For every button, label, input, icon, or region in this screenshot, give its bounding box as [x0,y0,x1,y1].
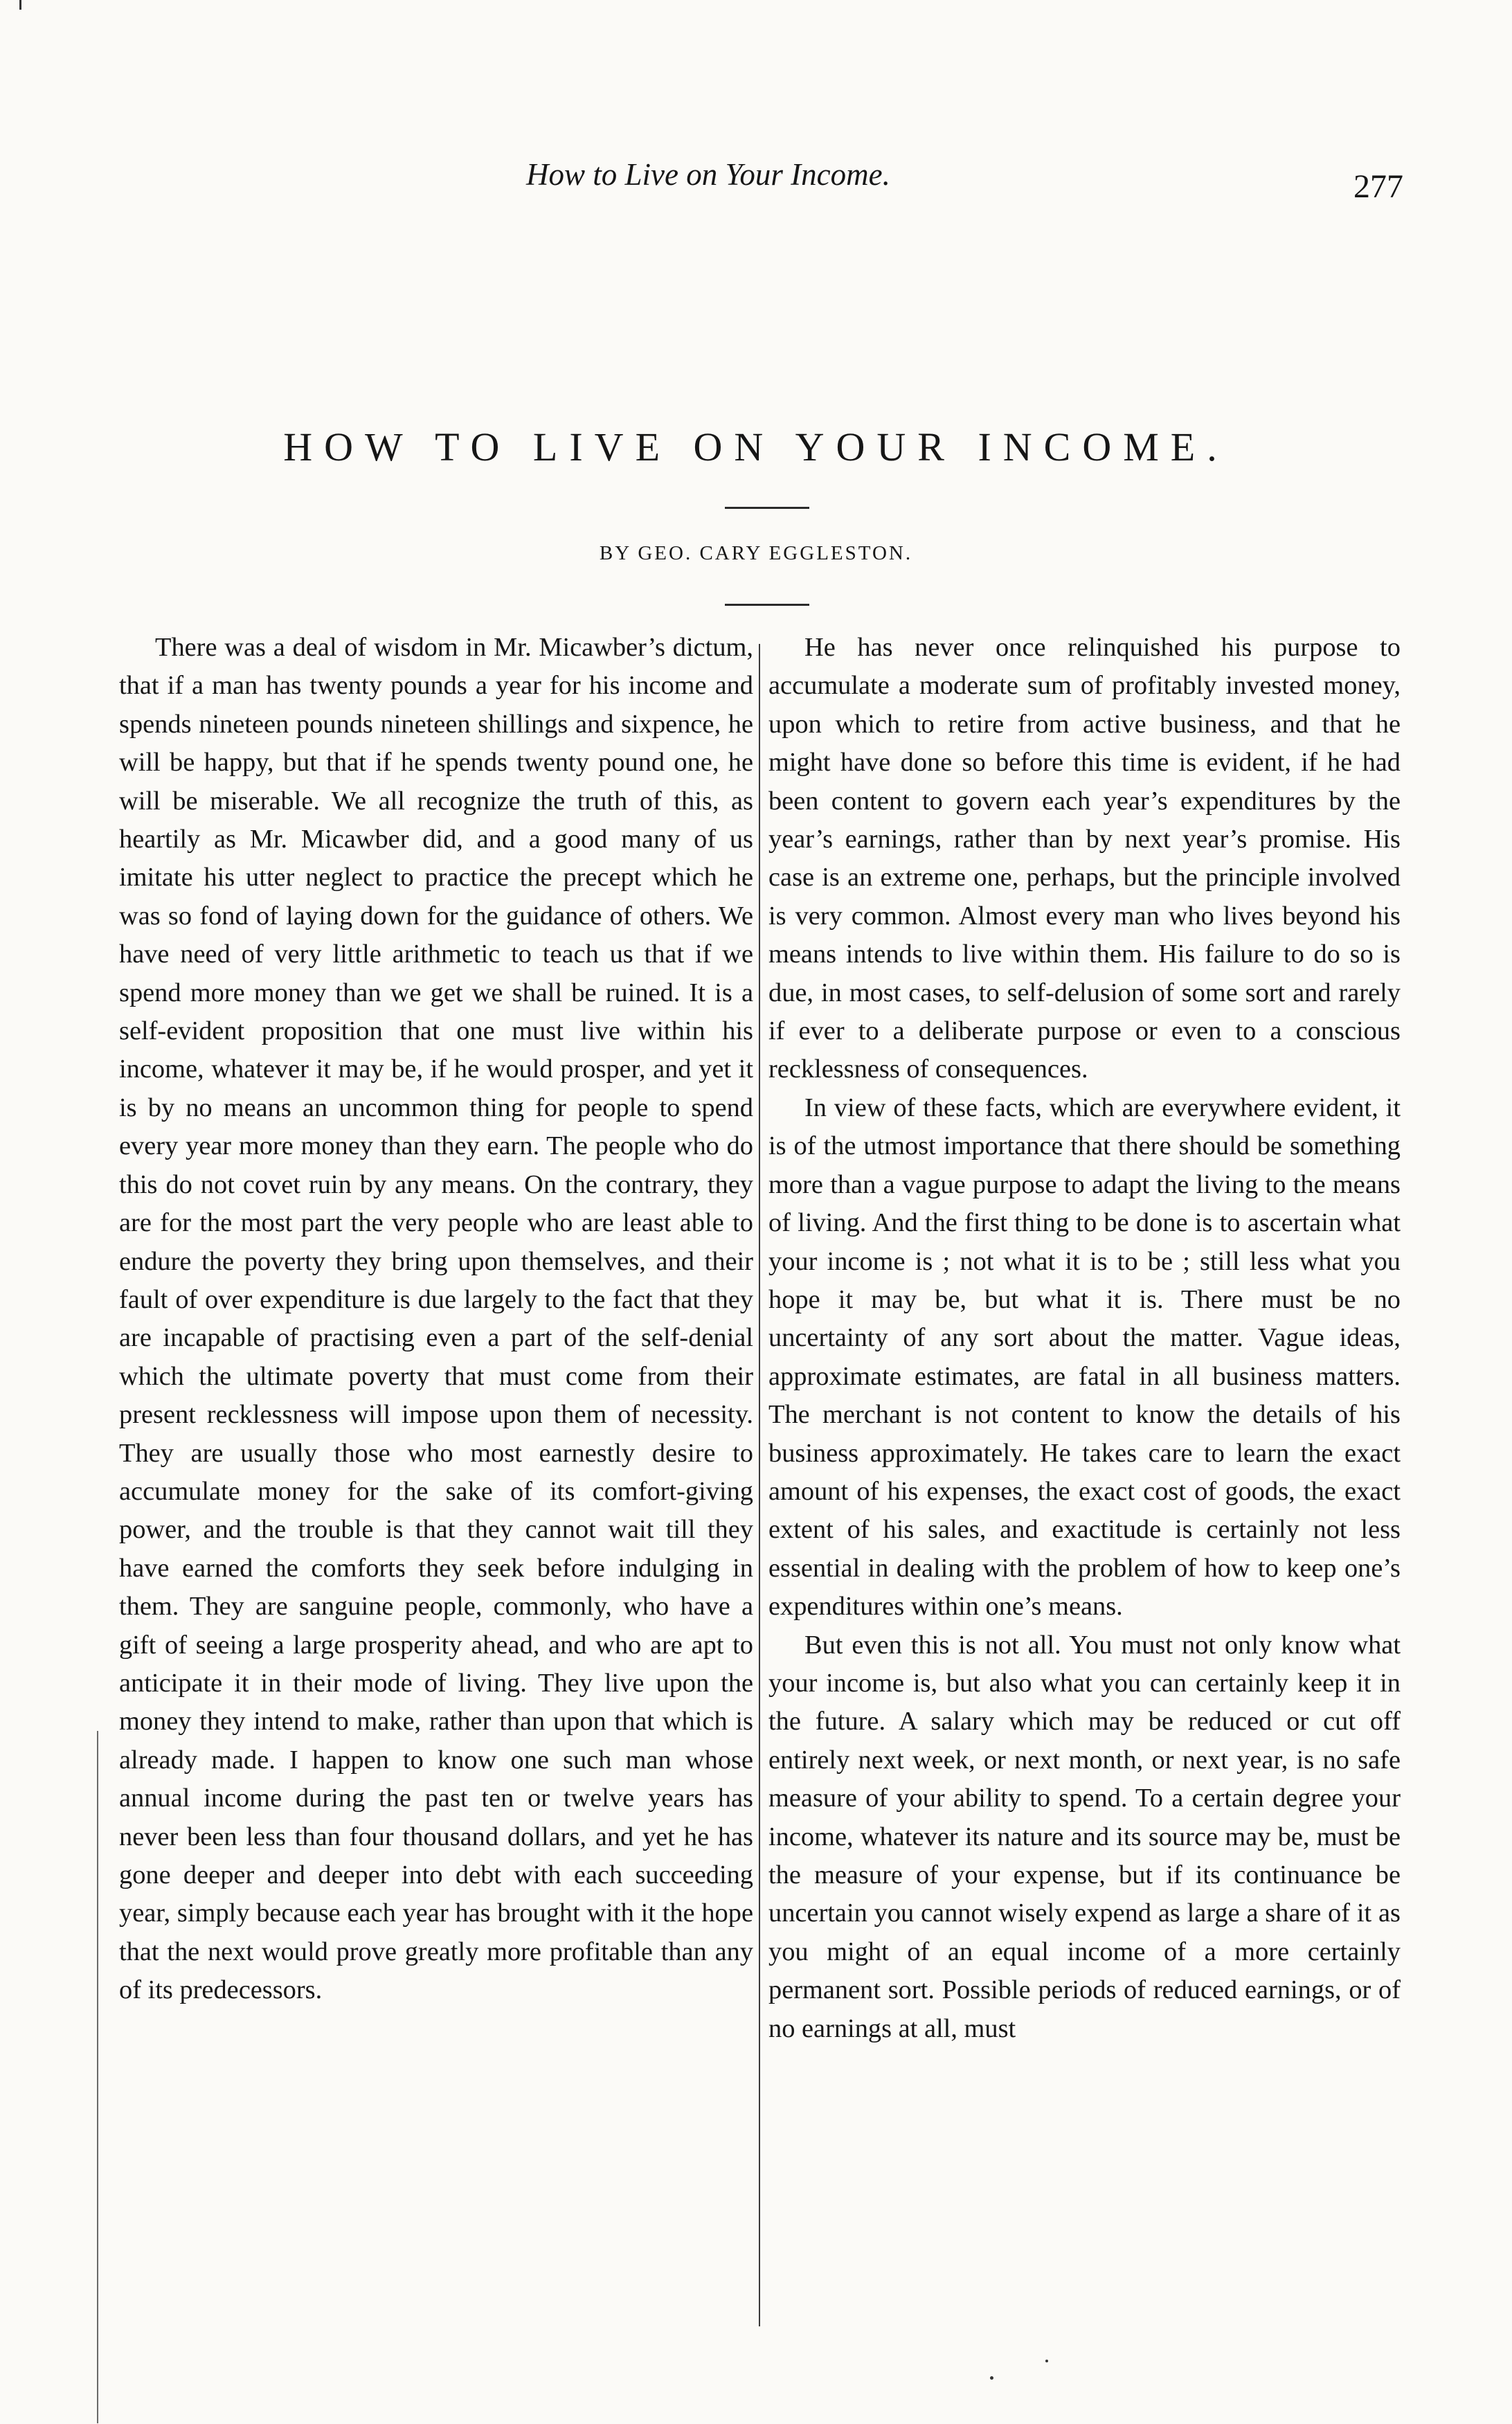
page-number: 277 [1353,168,1403,205]
scan-edge-line [97,1731,98,2423]
byline: BY GEO. CARY EGGLESTON. [599,542,913,564]
paragraph: There was a deal of wisdom in Mr. Micawber’s dictum, that if a man has twenty pounds a year for his income and spends nineteen pounds nineteen shillings and sixpence, he will be happy, but that if he spends twenty pound one, he will be miserable. We all recognize the truth of this, as heartily as Mr. Micawber did, and a good many of us imitate his utter neglect to practice the precept which he was so fond of laying down for the guidance of others. We have need of very little arithmetic to teach us that if we spend more money than we get we shall be ruined. It is a self-evident proposition that one must live within his income, whatever it may be, if he would prosper, and yet it is by no means an uncommon thing for people to spend every year more money than they earn. The people who do this do not covet ruin by any means. On the contrary, they are for the most part the very people who are least able to endure the poverty they bring upon themselves, and their fault of over expenditure is due largely to the fact that they are incapable of practising even a part of the self-denial which the ultimate poverty that must come from their present recklessness will impose upon them of necessity. They are usually those who most earnestly desire to accumulate money for the sake of its comfort-giving power, and the trouble is that they cannot wait till they have earned the comforts they seek before indulging in them. They are sanguine people, commonly, who have a gift of seeing a large prosperity ahead, and who are apt to anticipate it in their mode of living. They live upon the money they intend to make, rather than upon that which is already made. I happen to know one such man whose annual income during the past ten or twelve years has never been less than four thousand dollars, and yet he has gone deeper and deeper into debt with each succeeding year, simply because each year has brought with it the hope that the next would prove greatly more profitable than any of its predecessors. [119,633,753,2005]
left-column [119,629,753,2010]
running-title: How to Live on Your Income. [526,157,890,192]
article-title: HOW TO LIVE ON YOUR INCOME. [283,424,1229,469]
ink-speck [990,2376,993,2380]
title-rule [725,507,809,509]
paragraph: In view of these facts, which are everywhere evident, it is of the utmost importance that there should be something more than a vague purpose to adapt the living to the means of living. And the first thing to be done is to ascertain what your income is ; not what it is to be ; still less what you hope it may be, but what it is. There must be no uncertainty of any sort about the matter. Vague ideas, approximate estimates, are fatal in all business matters. The merchant is not content to know the details of his business approximately. He takes care to learn the exact amount of his expenses, the exact cost of goods, the exact extent of his sales, and exactitude is certainly not less essential in dealing with the problem of how to keep one’s expenditures within one’s means. [768,1093,1401,1622]
paragraph: He has never once relinquished his purpose to accumulate a moderate sum of profitably invested money, upon which to retire from active business, and that he might have done so before this time is evident, if he had been content to govern each year’s expenditures by the year’s earnings, rather than by next year’s promise. His case is an extreme one, perhaps, but the principle involved is very common. Almost every man who lives beyond his means intends to live within them. His failure to do so is due, in most cases, to self-delusion of some sort and rarely if ever to a deliberate purpose or even to a conscious recklessness of consequences. [768,633,1401,1084]
running-head [0,156,1512,212]
column-divider [759,644,760,2326]
paragraph: But even this is not all. You must not only know what your income is, but also what you can certainly keep it in the future. A salary which may be reduced or cut off entirely next week, or next month, or next year, is no safe measure of your ability to spend. To a certain degree your income, whatever its nature and its source may be, must be the measure of your expense, but if its continuance be uncertain you cannot wisely expend as large a share of it as you might of an equal income of a more certainly permanent sort. Possible periods of reduced earnings, or of no earnings at all, must [768,1630,1401,2043]
byline-rule [725,604,809,606]
ink-speck [19,0,21,10]
right-column [768,629,1401,2048]
ink-speck [1045,2360,1048,2362]
